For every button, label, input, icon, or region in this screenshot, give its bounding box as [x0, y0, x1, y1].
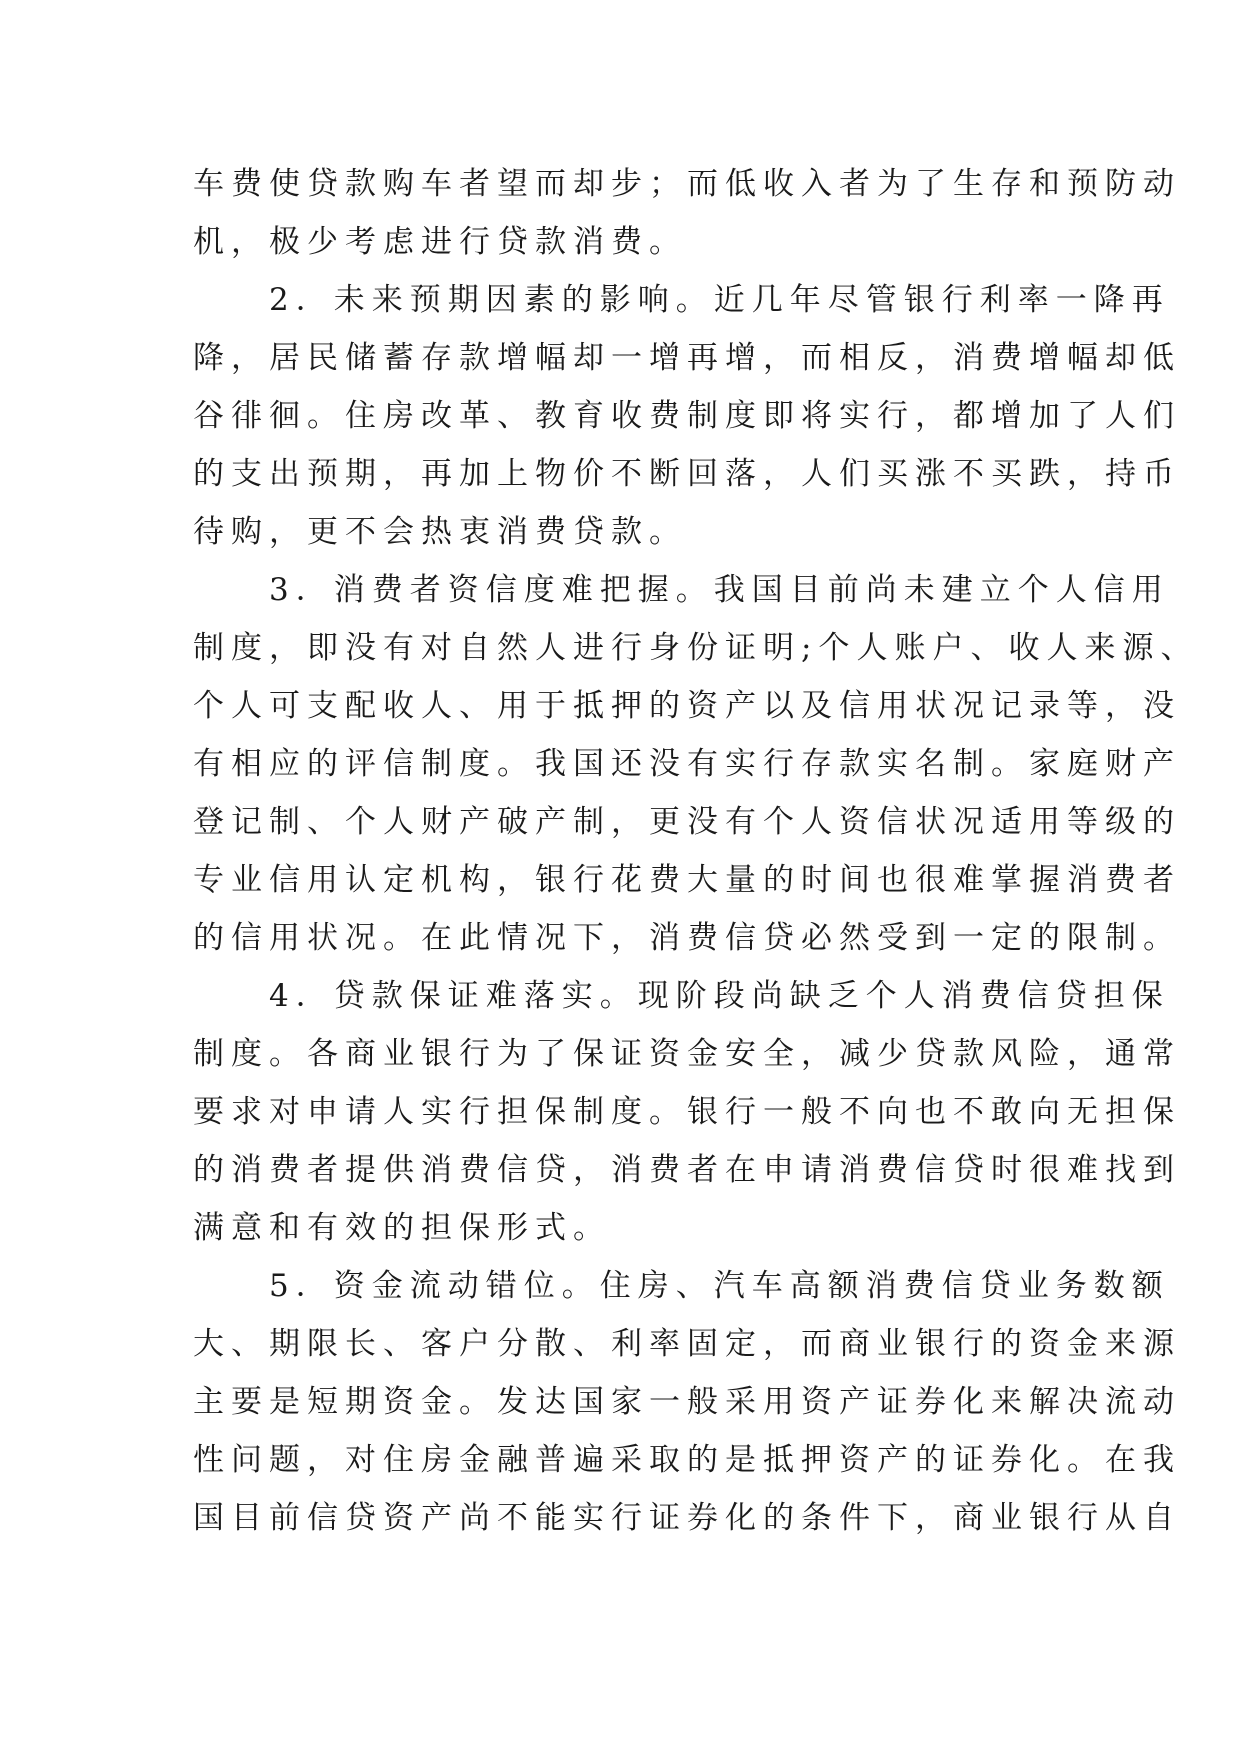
text-line: 的支出预期，再加上物价不断回落，人们买涨不买跌，持币 — [193, 456, 1181, 492]
para-2 — [193, 271, 1181, 561]
text-line: 待购，更不会热衷消费贷款。 — [193, 514, 687, 550]
text-line: 5．资金流动错位。住房、汽车高额消费信贷业务数额 — [193, 1268, 1170, 1304]
text-line: 的信用状况。在此情况下，消费信贷必然受到一定的限制。 — [193, 920, 1181, 956]
text-line: 要求对申请人实行担保制度。银行一般不向也不敢向无担保 — [193, 1094, 1181, 1130]
text-line: 登记制、个人财产破产制，更没有个人资信状况适用等级的 — [193, 804, 1181, 840]
text-line: 制度，即没有对自然人进行身份证明;个人账户、收人来源、 — [193, 630, 1199, 666]
text-line: 主要是短期资金。发达国家一般采用资产证券化来解决流动 — [193, 1384, 1181, 1420]
text-line: 有相应的评信制度。我国还没有实行存款实名制。家庭财产 — [193, 746, 1181, 782]
text-line: 车费使贷款购车者望而却步；而低收入者为了生存和预防动 — [193, 166, 1181, 202]
para-4 — [193, 967, 1181, 1257]
text-line: 制度。各商业银行为了保证资金安全，减少贷款风险，通常 — [193, 1036, 1181, 1072]
text-line: 满意和有效的担保形式。 — [193, 1210, 611, 1246]
text-line: 谷徘徊。住房改革、教育收费制度即将实行，都增加了人们 — [193, 398, 1181, 434]
text-line: 4．贷款保证难落实。现阶段尚缺乏个人消费信贷担保 — [193, 978, 1170, 1014]
para-continuation — [193, 155, 1181, 271]
text-line: 个人可支配收人、用于抵押的资产以及信用状况记录等，没 — [193, 688, 1181, 724]
text-line: 降，居民储蓄存款增幅却一增再增，而相反，消费增幅却低 — [193, 340, 1181, 376]
para-5 — [193, 1257, 1181, 1547]
text-line: 专业信用认定机构，银行花费大量的时间也很难掌握消费者 — [193, 862, 1181, 898]
text-line: 性问题，对住房金融普遍采取的是抵押资产的证券化。在我 — [193, 1442, 1181, 1478]
text-line: 3．消费者资信度难把握。我国目前尚未建立个人信用 — [193, 572, 1170, 608]
text-line: 机，极少考虑进行贷款消费。 — [193, 224, 687, 260]
text-line: 国目前信贷资产尚不能实行证券化的条件下，商业银行从自 — [193, 1500, 1181, 1536]
text-line: 的消费者提供消费信贷，消费者在申请消费信贷时很难找到 — [193, 1152, 1181, 1188]
para-3 — [193, 561, 1199, 967]
text-line: 2．未来预期因素的影响。近几年尽管银行利率一降再 — [193, 282, 1170, 318]
text-line: 大、期限长、客户分散、利率固定，而商业银行的资金来源 — [193, 1326, 1181, 1362]
body-text — [193, 155, 1199, 1547]
